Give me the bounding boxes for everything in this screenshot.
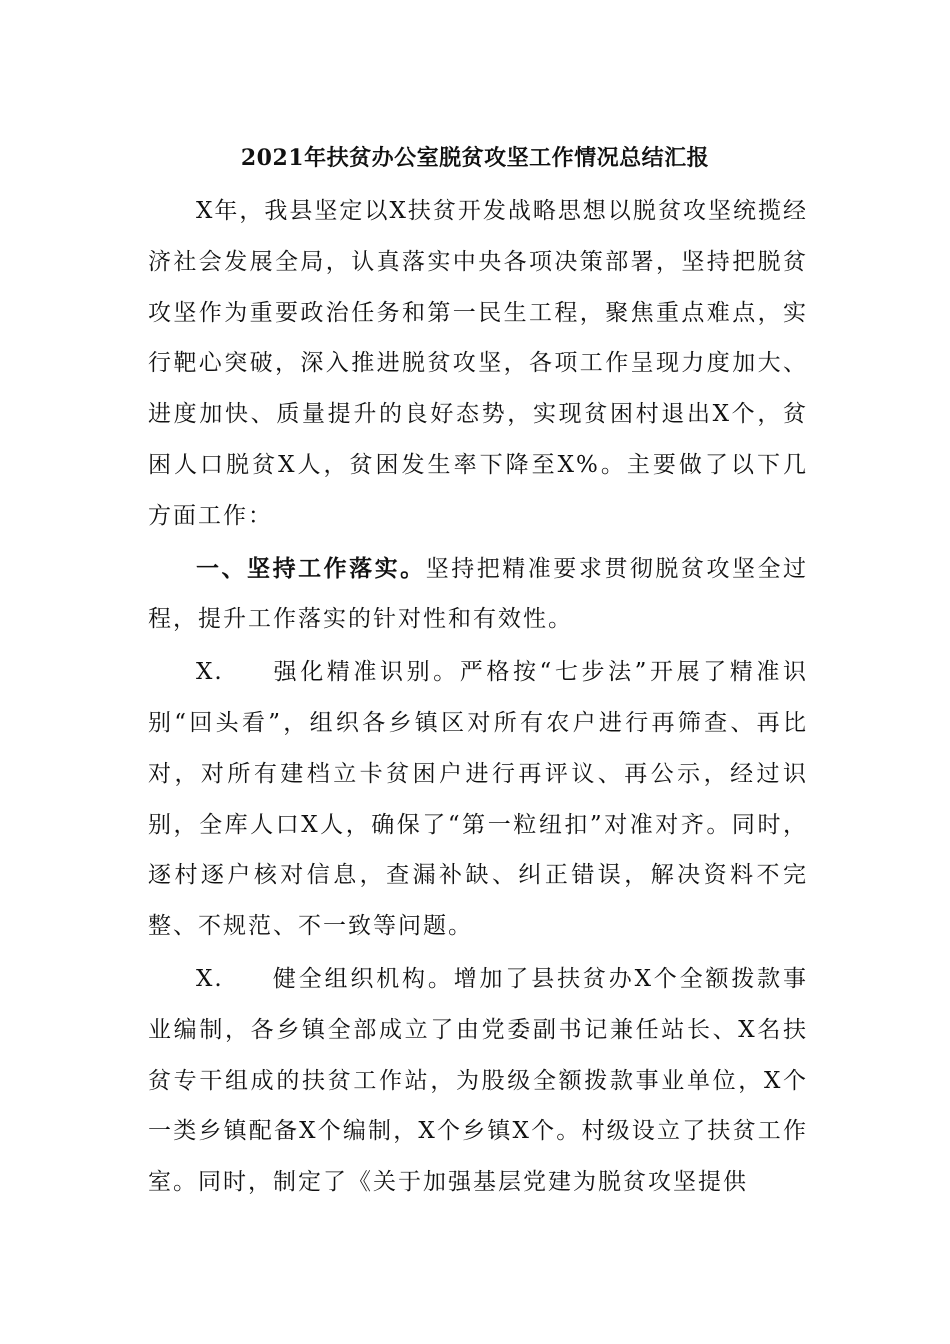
item-two-number: X. <box>196 965 224 992</box>
item-one-number: X. <box>196 659 224 686</box>
document-body <box>148 186 808 1208</box>
section-one-paragraph <box>148 544 808 646</box>
item-two-text: 健全组织机构。增加了县扶贫办X个全额拨款事业编制，各乡镇全部成立了由党委副书记兼任站长、X名扶贫专干组成的扶贫工作站，为股级全额拨款事业单位，X个一类乡镇配备X个编制，X个乡镇X个。村级设立了扶贫工作室。同时，制定了《关于加强基层党建为脱贫攻坚提供 <box>148 965 808 1196</box>
section-one-text: 坚持把精准要求贯彻脱贫攻坚全过程，提升工作落实的针对性和有效性。 <box>148 555 809 633</box>
item-two-paragraph <box>148 954 808 1208</box>
section-one-heading: 一、坚持工作落实。 <box>196 554 426 582</box>
item-one-text: 强化精准识别。严格按“七步法”开展了精准识别“回头看”，组织各乡镇区对所有农户进行再筛查、再比对，对所有建档立卡贫困户进行再评议、再公示，经过识别，全库人口X人，确保了“第一粒纽扣”对准对齐。同时，逐村逐户核对信息，查漏补缺、纠正错误，解决资料不完整、不规范、不一致等问题。 <box>148 659 808 940</box>
intro-paragraph: X年，我县坚定以X扶贫开发战略思想以脱贫攻坚统揽经济社会发展全局，认真落实中央各项决策部署，坚持把脱贫攻坚作为重要政治任务和第一民生工程，聚焦重点难点，实行靶心突破，深入推进脱贫攻坚，各项工作呈现力度加大、进度加快、质量提升的良好态势，实现贫困村退出X个，贫困人口脱贫X人，贫困发生率下降至X%。主要做了以下几方面工作： <box>148 198 808 529</box>
item-one-paragraph <box>148 647 808 952</box>
document-title: 2021年扶贫办公室脱贫攻坚工作情况总结汇报 <box>240 145 710 171</box>
